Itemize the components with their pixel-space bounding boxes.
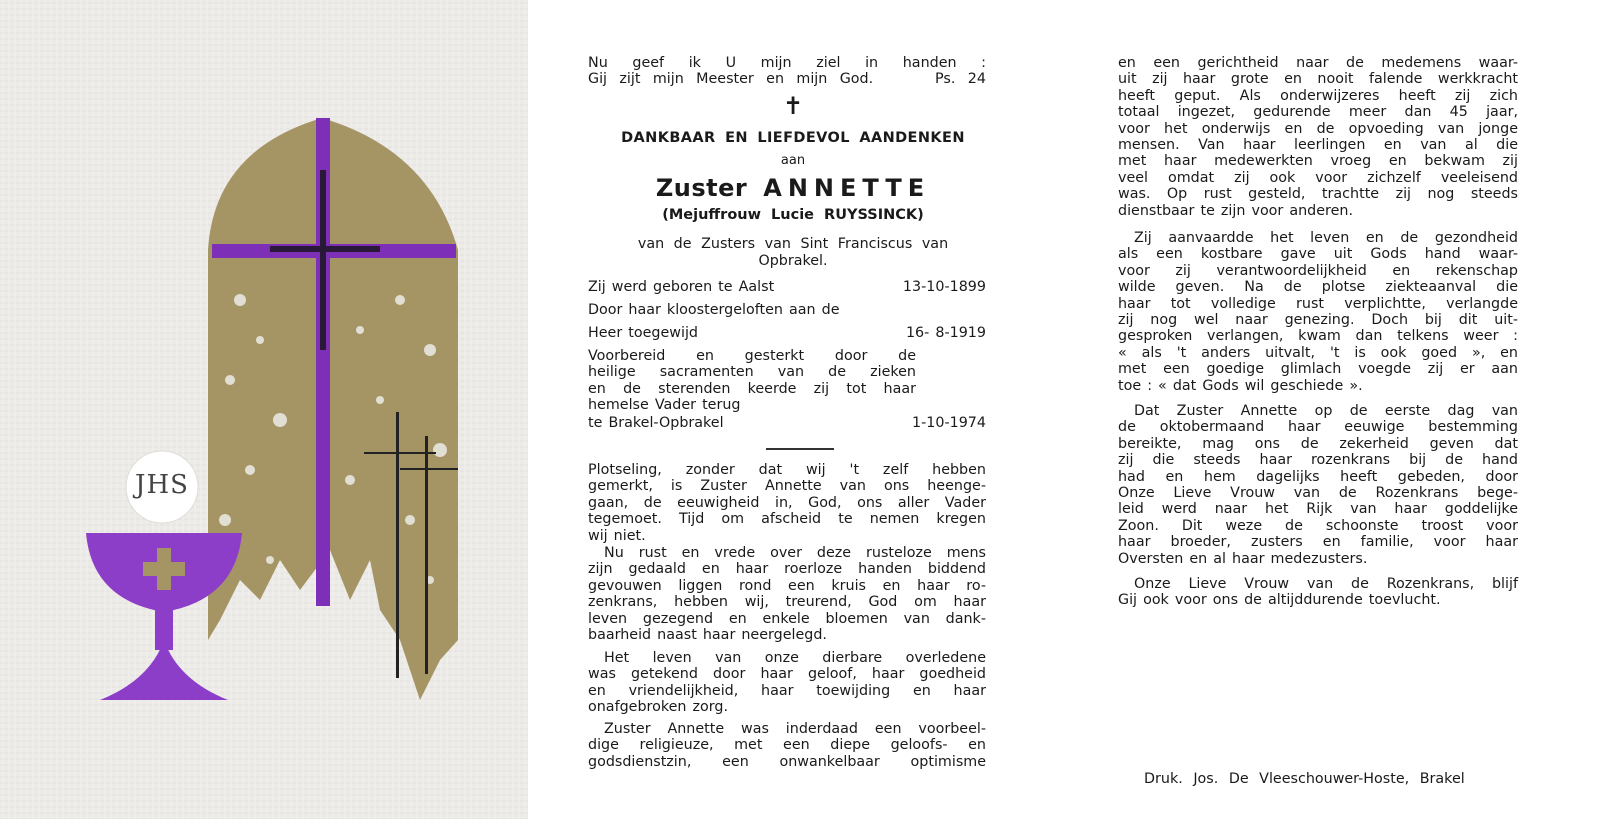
- text-line: Nu rust en vrede over deze rusteloze mens: [604, 545, 986, 561]
- text-line: Zoon. Dit weze de schoonste troost voor: [1118, 517, 1518, 534]
- text-line: wij niet.: [588, 527, 646, 544]
- paragraph-7: [1118, 403, 1518, 567]
- vows-line: [588, 302, 933, 319]
- birth-row: [588, 279, 986, 296]
- text-line: voor zij verantwoordelijkheid en rekenschap: [1118, 262, 1518, 279]
- text-line: dienstbaar te zijn voor anderen.: [1118, 202, 1354, 219]
- vows-text: Door haar kloostergeloften aan de: [588, 302, 840, 318]
- birth-label: Zij werd geboren te Aalst: [588, 279, 775, 295]
- vows-label: Heer toegewijd: [588, 325, 698, 341]
- printer-credit: Druk. Jos. De Vleeschouwer-Hoste, Brakel: [1144, 771, 1465, 787]
- paragraph-3: [588, 650, 986, 716]
- text-line: mensen. Van haar leerlingen en van al die: [1118, 137, 1518, 154]
- death-text: [588, 348, 916, 414]
- text-line: haar tot volledige rust verplichtte, verlangde: [1118, 295, 1518, 312]
- page-right: [1058, 0, 1600, 819]
- text-line: en vriendelijkheid, haar toewijding en haar: [588, 682, 986, 699]
- text-line: godsdienstzin, een onwankelbaar optimisme: [588, 753, 986, 770]
- name-title: Zuster: [655, 174, 748, 202]
- name-religious: ANNETTE: [763, 174, 931, 202]
- text-line: Dat Zuster Annette op de eerste dag van: [1134, 403, 1518, 419]
- text-line: Het leven van onze dierbare overledene: [604, 650, 986, 666]
- cover-artwork: [0, 0, 529, 819]
- text-line: dige religieuze, met een diepe geloofs- en: [588, 737, 986, 754]
- text-line: had en hem dagelijks heeft gebeden, door: [1118, 468, 1518, 485]
- memorial-heading: DANKBAAR EN LIEFDEVOL AANDENKEN: [621, 130, 965, 146]
- text-line: tegemoet. Tijd om afscheid te nemen kregen: [588, 511, 986, 528]
- deceased-name: [528, 174, 1058, 202]
- text-line: bereikte, mag ons de zekerheid geven dat: [1118, 435, 1518, 452]
- death-line: hemelse Vader terug: [588, 397, 741, 414]
- paragraph-2: [588, 545, 986, 643]
- text-line: uit zij haar grote en nooit falende werkkracht: [1118, 71, 1518, 88]
- paragraph-5: [1118, 55, 1518, 219]
- text-line: met een goedige glimlach voegde zij er aan: [1118, 361, 1518, 378]
- text-line: Plotseling, zonder dat wij 't zelf hebben: [588, 462, 986, 478]
- text-line: zenkrans, hebben wij, treurend, God om haar: [588, 594, 986, 611]
- text-line: als een kostbare gave uit Gods hand waar-: [1118, 246, 1518, 263]
- verse-line: Gij zijt mijn Meester en mijn God. Ps. 24: [588, 71, 986, 88]
- text-line: toe : « dat Gods wil geschiede ».: [1118, 377, 1363, 394]
- death-place: te Brakel-Opbrakel: [588, 415, 724, 431]
- death-line: heilige sacramenten van de zieken: [588, 364, 916, 381]
- congregation-line: van de Zusters van Sint Franciscus van: [637, 236, 949, 252]
- text-line: Gij ook voor ons de altijddurende toevlucht.: [1118, 592, 1441, 609]
- text-line: wilde geven. Na de plotse ziekteaanval die: [1118, 279, 1518, 296]
- text-line: leven gezegend en enkele bloemen van dank-: [588, 610, 986, 627]
- psalm-verse: [588, 55, 986, 88]
- text-line: gaan, de eeuwigheid in, God, ons aller Vader: [588, 494, 986, 511]
- text-line: Zuster Annette was inderdaad een voorbeel-: [604, 721, 986, 737]
- paragraph-6: [1118, 230, 1518, 394]
- text-line: en een gerichtheid naar de medemens waar-: [1118, 55, 1518, 71]
- text-line: leid werd naar het Rijk van haar goddelijke: [1118, 501, 1518, 518]
- text-line: totaal ingezet, gedurende meer dan 45 jaar,: [1118, 104, 1518, 121]
- text-line: was getekend door haar geloof, haar goedheid: [588, 666, 986, 683]
- paragraph-1: [588, 462, 986, 544]
- text-line: onafgebroken zorg.: [588, 699, 729, 716]
- text-line: Zij aanvaardde het leven en de gezondheid: [1134, 230, 1518, 246]
- text-line: veel omdat zij ook voor zichzelf veeleisend: [1118, 169, 1518, 186]
- text-line: « als 't anders uitvalt, 't is ook goed », en: [1118, 344, 1518, 361]
- text-line: zij nog wel naar genezing. Doch bij dit uit-: [1118, 312, 1518, 329]
- text-line: zijn gedaald en haar roerloze handen biddend: [588, 561, 986, 578]
- text-line: voor het onderwijs en de opvoeding van jonge: [1118, 120, 1518, 137]
- divider-rule: [766, 448, 834, 450]
- dark-cross-vertical: [320, 170, 326, 350]
- congregation-line: Opbrakel.: [758, 253, 828, 269]
- jhs-monogram: JHS: [135, 470, 189, 500]
- death-line: en de sterenden keerde zij tot haar: [588, 380, 916, 397]
- memorial-card-illustration: [0, 0, 528, 819]
- text-line: Onze Lieve Vrouw van de Rozenkrans bege-: [1118, 485, 1518, 502]
- text-line: was. Op rust gesteld, trachtte zij nog steeds: [1118, 186, 1518, 203]
- vows-row: [588, 325, 986, 342]
- dark-cross-horizontal: [270, 246, 380, 252]
- text-line: zij die steeds haar rozenkrans bij de hand: [1118, 452, 1518, 469]
- text-line: baarheid naast haar neergelegd.: [588, 627, 827, 644]
- paragraph-4: [588, 721, 986, 770]
- death-row: [588, 415, 986, 432]
- death-date: 1-10-1974: [912, 415, 986, 431]
- congregation: [528, 236, 1058, 270]
- text-line: haar broeder, zusters en familie, voor haar: [1118, 534, 1518, 551]
- death-line: Voorbereid en gesterkt door de: [588, 348, 916, 364]
- aan-label: aan: [780, 153, 806, 168]
- text-line: heeft geput. Als onderwijzeres heeft zij zich: [1118, 87, 1518, 104]
- verse-line: Nu geef ik U mijn ziel in handen :: [588, 55, 986, 71]
- cross-icon: ✝: [782, 92, 804, 120]
- text-line: gesproken verlangen, kwam dan telkens weer :: [1118, 328, 1518, 345]
- birth-date: 13-10-1899: [902, 279, 986, 295]
- text-line: gevouwen liggen rond een kruis en haar ro-: [588, 577, 986, 594]
- paragraph-8: [1118, 576, 1518, 609]
- text-line: de oktobermaand haar eeuwige bestemming: [1118, 419, 1518, 436]
- civil-name: (Mejuffrouw Lucie RUYSSINCK): [662, 207, 924, 223]
- text-line: met haar medewerkten vroeg en bekwam zij: [1118, 153, 1518, 170]
- page-center: [528, 0, 1058, 819]
- text-line: gemerkt, is Zuster Annette van ons heenge-: [588, 478, 986, 495]
- text-line: Oversten en al haar medezusters.: [1118, 550, 1368, 567]
- text-line: Onze Lieve Vrouw van de Rozenkrans, blijf: [1134, 576, 1518, 592]
- vows-date: 16- 8-1919: [905, 325, 986, 341]
